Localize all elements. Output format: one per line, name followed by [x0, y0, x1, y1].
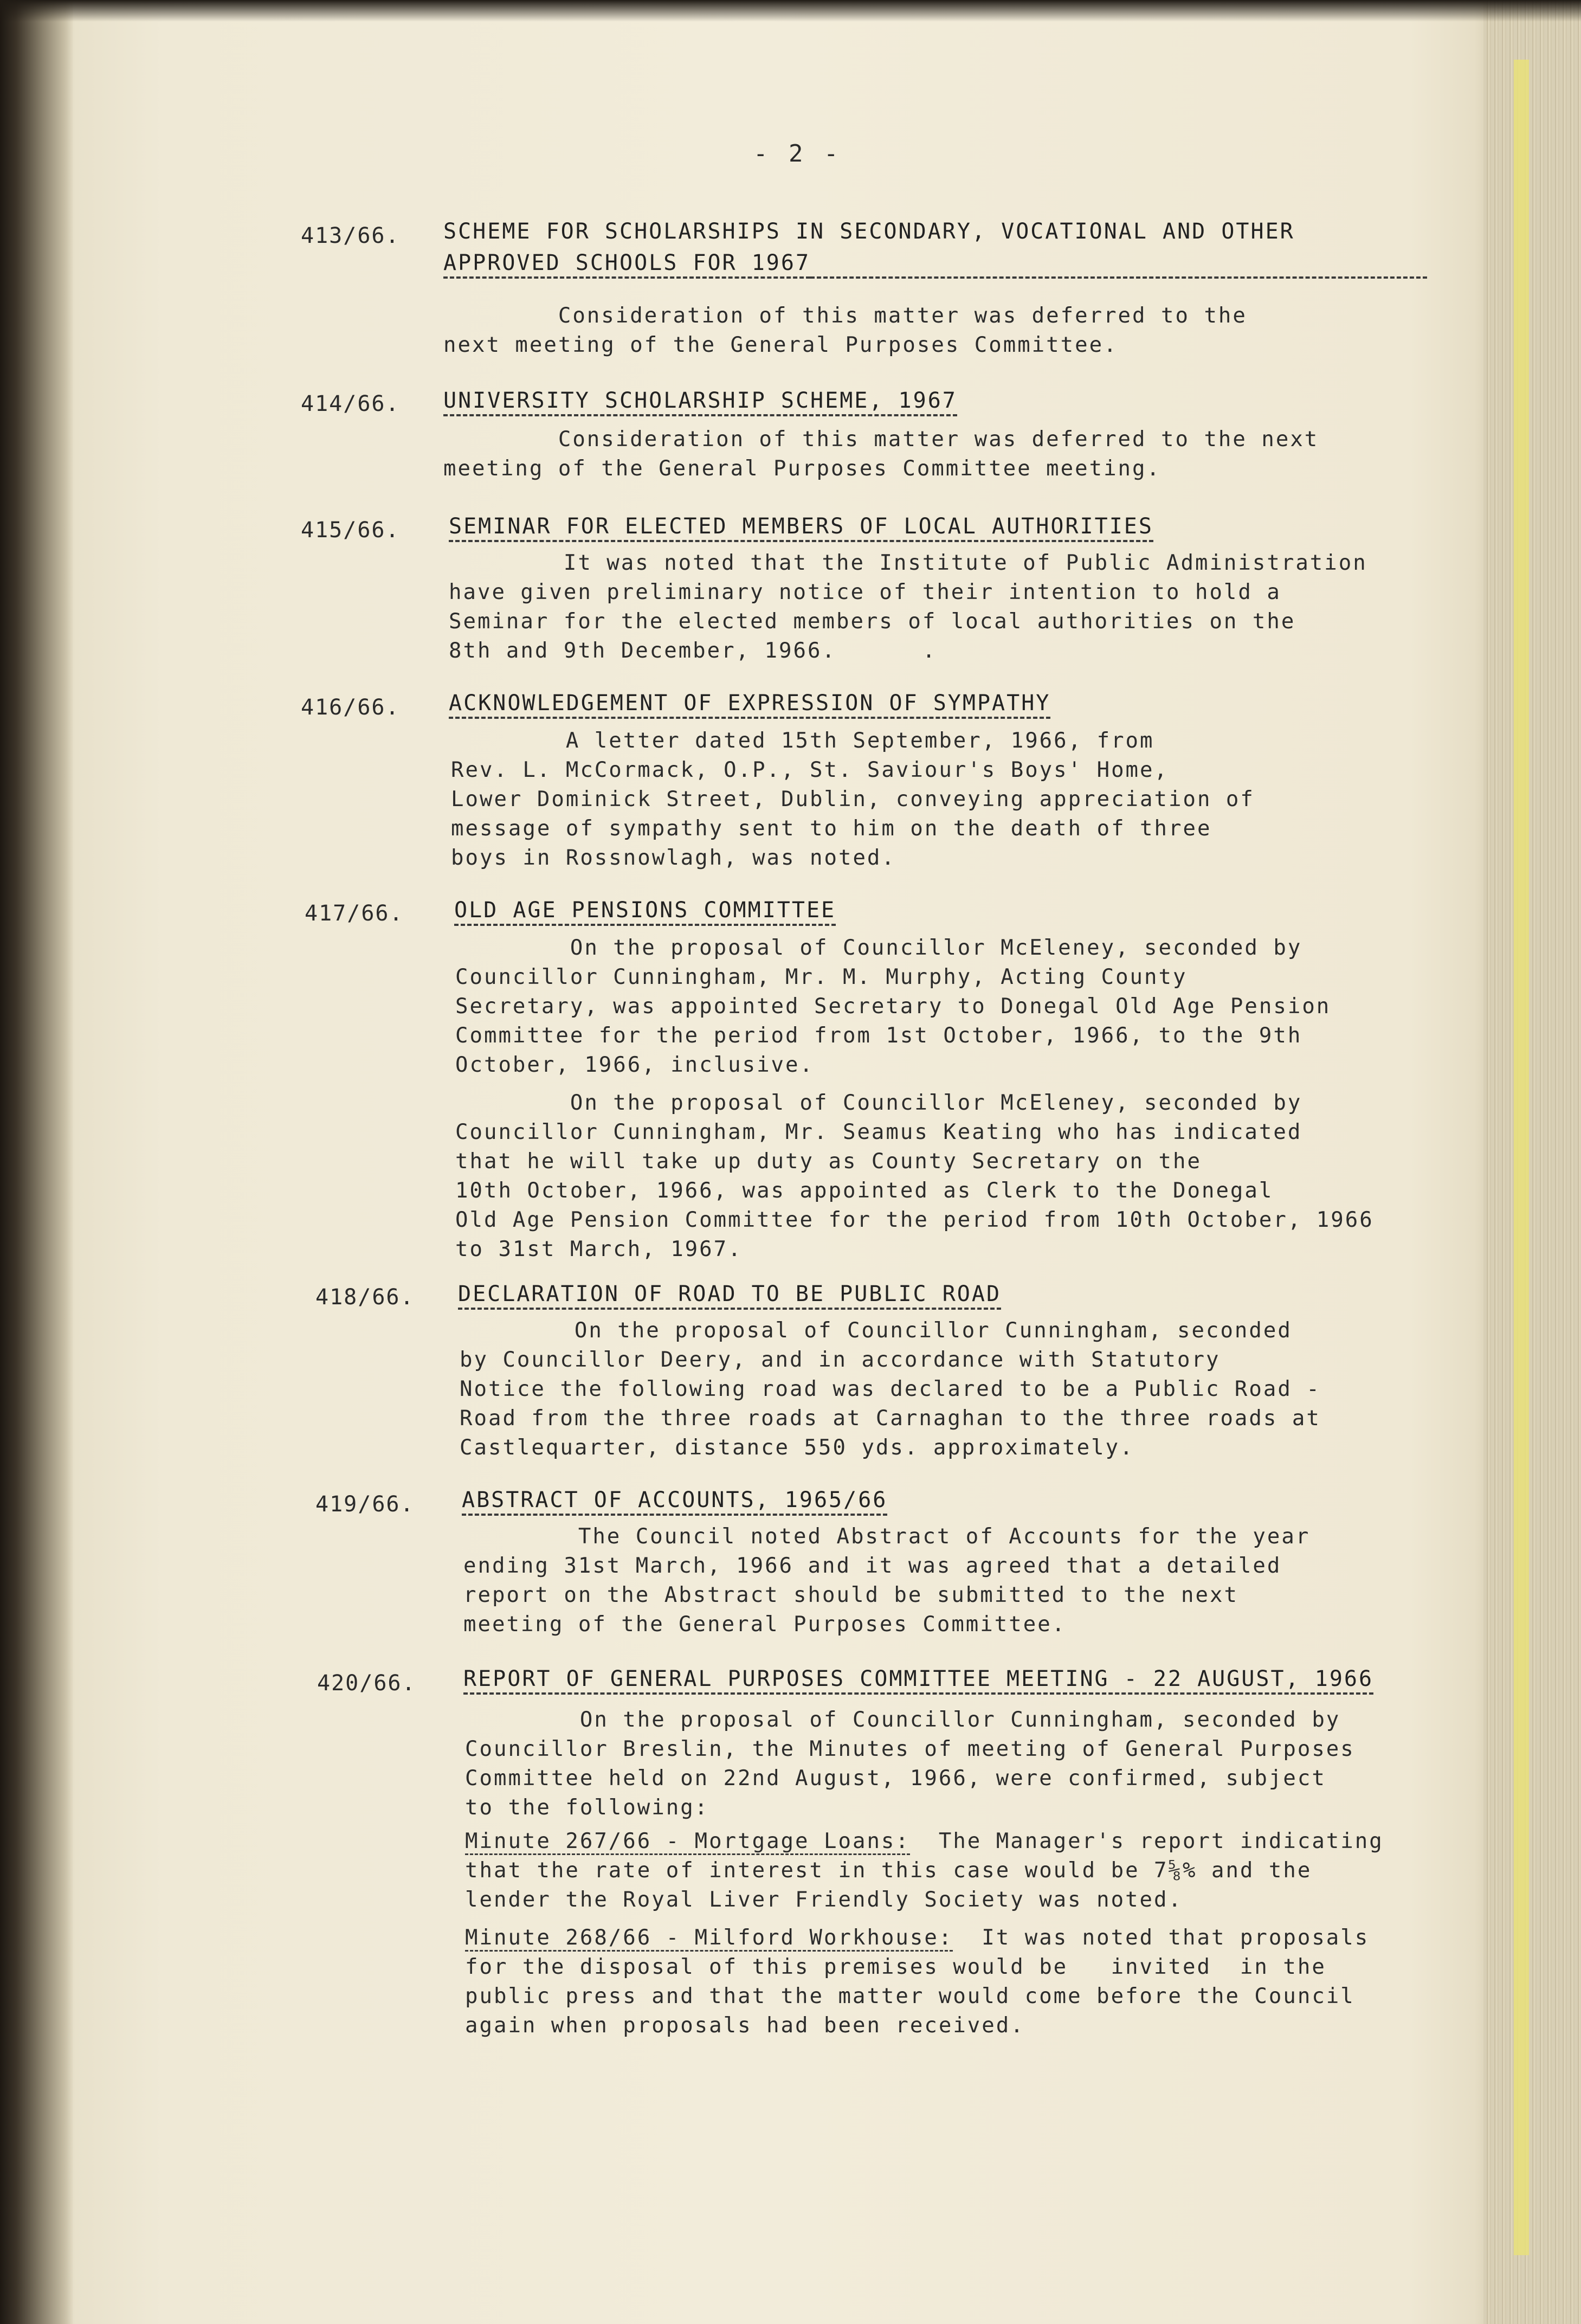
paragraph-line: On the proposal of Councillor McEleney, seconded by	[455, 936, 1302, 960]
paragraph-line: by Councillor Deery, and in accordance with Statutory	[460, 1348, 1221, 1372]
minute-number: 419/66.	[315, 1492, 415, 1517]
paragraph-line: Lower Dominick Street, Dublin, conveying appreciation of	[451, 787, 1255, 812]
minute-heading	[458, 1278, 1001, 1310]
minute-number: 413/66.	[301, 223, 400, 248]
minute-heading	[463, 1663, 1373, 1695]
heading-line: ABSTRACT OF ACCOUNTS, 1965/66	[462, 1488, 887, 1516]
paragraph-line: Councillor Breslin, the Minutes of meeting of General Purposes	[465, 1737, 1355, 1761]
subitem-line: It was noted that proposals	[953, 1926, 1370, 1950]
heading-line: REPORT OF GENERAL PURPOSES COMMITTEE MEETING - 22 AUGUST, 1966	[463, 1666, 1373, 1695]
paragraph-line: On the proposal of Councillor Cunningham, seconded	[460, 1318, 1292, 1343]
paragraph-line: Committee for the period from 1st October, 1966, to the 9th	[455, 1023, 1302, 1048]
paragraph-line: Old Age Pension Committee for the period from 10th October, 1966	[455, 1208, 1374, 1232]
minute-heading	[454, 894, 836, 926]
paragraph-line: Seminar for the elected members of local authorities on the	[449, 609, 1296, 634]
minute-heading	[449, 687, 1050, 719]
paragraph-line: that he will take up duty as County Secretary on the	[455, 1149, 1202, 1174]
heading-line: APPROVED SCHOOLS FOR 1967	[443, 250, 810, 279]
paragraph-line: Road from the three roads at Carnaghan to the three roads at	[460, 1406, 1321, 1431]
paragraph-line: meeting of the General Purposes Committee.	[463, 1612, 1067, 1637]
subitem-line: public press and that the matter would come before the Council	[465, 1984, 1355, 2008]
paragraph-line: Consideration of this matter was deferred to the	[443, 304, 1247, 328]
minute-number: 420/66.	[317, 1671, 416, 1696]
paragraph-line: Secretary, was appointed Secretary to Donegal Old Age Pension	[455, 994, 1331, 1019]
minute-paragraph	[455, 934, 1331, 1080]
subitem-line: that the rate of interest in this case would be 7⅝% and the	[465, 1858, 1312, 1883]
paragraph-line: October, 1966, inclusive.	[455, 1053, 814, 1077]
subitem-label: Minute 268/66 - Milford Workhouse:	[465, 1926, 953, 1952]
page-edges	[1483, 0, 1581, 2324]
paragraph-line: next meeting of the General Purposes Committee.	[443, 333, 1118, 357]
minute-number: 418/66.	[315, 1285, 415, 1310]
subitem-label: Minute 267/66 - Mortgage Loans:	[465, 1829, 910, 1855]
paragraph-line: boys in Rossnowlagh, was noted.	[451, 846, 896, 870]
minute-paragraph	[465, 1705, 1355, 1823]
paragraph-line: The Council noted Abstract of Accounts for the year	[463, 1524, 1311, 1549]
paragraph-line: Rev. L. McCormack, O.P., St. Saviour's Boys' Home,	[451, 758, 1169, 782]
paragraph-line: meeting of the General Purposes Committee meeting.	[443, 456, 1161, 481]
minute-paragraph	[443, 425, 1319, 484]
book-gutter	[0, 0, 73, 2324]
paragraph-line: It was noted that the Institute of Public Administration	[449, 551, 1367, 575]
heading-line: SEMINAR FOR ELECTED MEMBERS OF LOCAL AUTHORITIES	[449, 514, 1153, 542]
page-number: - 2 -	[753, 140, 842, 168]
heading-line: OLD AGE PENSIONS COMMITTEE	[454, 898, 836, 926]
paragraph-line: Councillor Cunningham, Mr. M. Murphy, Acting County	[455, 965, 1188, 989]
paragraph-line: 10th October, 1966, was appointed as Clerk to the Donegal	[455, 1179, 1274, 1203]
paragraph-line: 8th and 9th December, 1966. .	[449, 639, 937, 663]
subitem-line: for the disposal of this premises would be invited in the	[465, 1955, 1326, 1979]
paragraph-line: Committee held on 22nd August, 1966, were confirmed, subject	[465, 1766, 1326, 1791]
minute-paragraph	[449, 549, 1367, 666]
paragraph-line: On the proposal of Councillor Cunningham, seconded by	[465, 1708, 1341, 1732]
paragraph-line: to 31st March, 1967.	[455, 1237, 743, 1261]
minute-number: 416/66.	[301, 695, 400, 720]
subitem-line: lender the Royal Liver Friendly Society was noted.	[465, 1888, 1183, 1912]
minute-heading	[449, 511, 1153, 542]
paragraph-line: Consideration of this matter was deferred to the next	[443, 427, 1319, 452]
heading-line: DECLARATION OF ROAD TO BE PUBLIC ROAD	[458, 1282, 1001, 1310]
paragraph-line: report on the Abstract should be submitted to the next	[463, 1583, 1238, 1607]
paragraph-line: Castlequarter, distance 550 yds. approximately.	[460, 1435, 1134, 1460]
paragraph-line: A letter dated 15th September, 1966, from	[451, 729, 1154, 753]
paragraph-line: Notice the following road was declared to be a Public Road -	[460, 1377, 1321, 1401]
minute-paragraph	[451, 726, 1255, 873]
minute-paragraph	[443, 301, 1247, 360]
minute-paragraph	[460, 1316, 1321, 1463]
minute-heading	[443, 385, 957, 416]
minute-number: 414/66.	[301, 391, 400, 416]
top-shadow	[0, 0, 1581, 22]
paragraph-line: have given preliminary notice of their intention to hold a	[449, 580, 1281, 604]
minute-subitem	[465, 1827, 1384, 1915]
paragraph-line: to the following:	[465, 1795, 709, 1820]
paragraph-line: On the proposal of Councillor McEleney, seconded by	[455, 1091, 1302, 1115]
heading-line: SCHEME FOR SCHOLARSHIPS IN SECONDARY, VOCATIONAL AND OTHER	[443, 219, 1295, 244]
paragraph-line: message of sympathy sent to him on the death of three	[451, 816, 1212, 841]
heading-line: UNIVERSITY SCHOLARSHIP SCHEME, 1967	[443, 388, 957, 416]
minute-paragraph	[455, 1089, 1374, 1264]
heading-line: ACKNOWLEDGEMENT OF EXPRESSION OF SYMPATHY	[449, 691, 1050, 719]
minute-heading	[443, 216, 1427, 279]
minute-heading	[462, 1484, 887, 1516]
minute-subitem	[465, 1923, 1369, 2040]
subitem-line: again when proposals had been received.	[465, 2013, 1025, 2038]
paragraph-line: Councillor Cunningham, Mr. Seamus Keating who has indicated	[455, 1120, 1302, 1144]
paragraph-line: ending 31st March, 1966 and it was agreed that a detailed	[463, 1554, 1282, 1578]
yellow-tab-strip	[1514, 60, 1529, 2255]
minute-number: 417/66.	[305, 901, 404, 926]
minute-paragraph	[463, 1522, 1310, 1639]
subitem-line: The Manager's report indicating	[909, 1829, 1384, 1853]
minute-number: 415/66.	[301, 518, 400, 543]
